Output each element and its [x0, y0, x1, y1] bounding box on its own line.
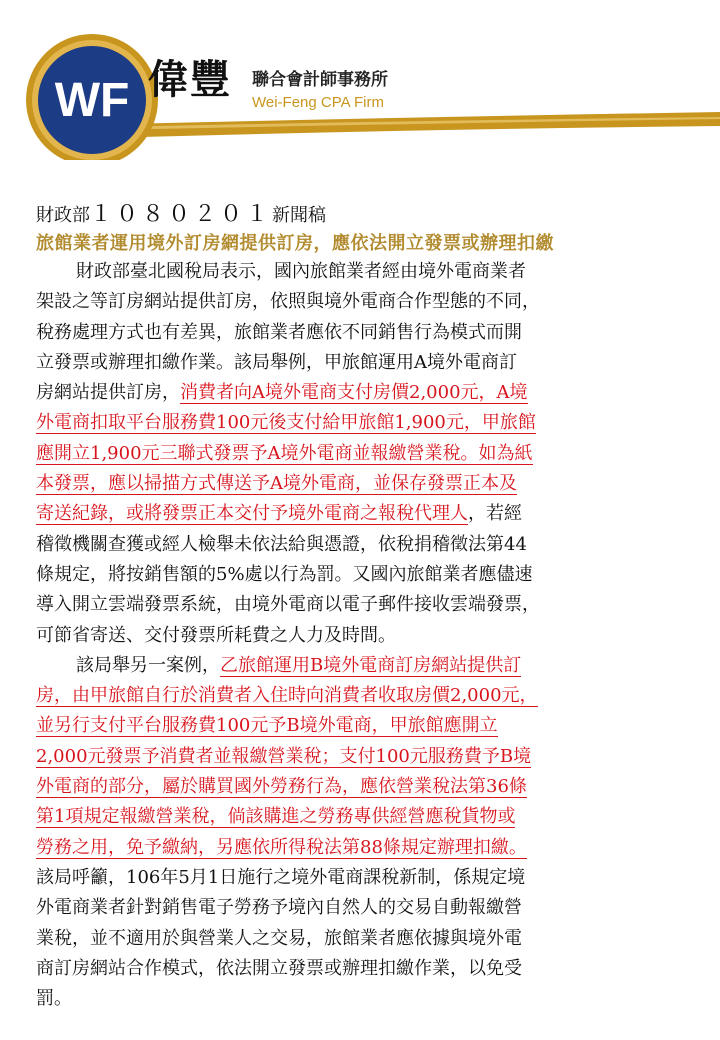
body-line — [36, 833, 692, 863]
body-line — [36, 651, 692, 681]
body-text: 導入開立雲端發票系統，由境外電商以電子郵件接收雲端發票， — [36, 594, 540, 616]
body-line — [36, 318, 692, 348]
body-text: ，若經 — [468, 503, 522, 525]
highlighted-text: 房，由甲旅館自行於消費者入住時向消費者收取房價2,000元， — [36, 685, 538, 707]
body-line — [36, 348, 692, 378]
body-text: 商訂房網站合作模式，依法開立發票或辦理扣繳作業，以免受 — [36, 957, 522, 979]
highlighted-text: 應開立1,900元三聯式發票予A境外電商並報繳營業稅。如為紙 — [36, 442, 533, 464]
press-release — [36, 202, 692, 1014]
body-line — [36, 378, 692, 408]
headline: 旅館業者運用境外訂房網提供訂房，應依法開立發票或辦理扣繳 — [36, 233, 554, 254]
body-line — [36, 772, 692, 802]
body-line — [36, 802, 692, 832]
body-text: 業稅，並不適用於與營業人之交易，旅館業者應依據與境外電 — [36, 927, 522, 949]
highlighted-text: 寄送紀錄，或將發票正本交付予境外電商之報稅代理人 — [36, 503, 468, 525]
body-text: 財政部臺北國稅局表示，國內旅館業者經由境外電商業者 — [76, 261, 526, 282]
body-line — [36, 681, 692, 711]
firm-name-cn: 偉豐 — [148, 57, 232, 103]
highlighted-text: 2,000元發票予消費者並報繳營業稅；支付100元服務費予B境 — [36, 745, 532, 767]
release-date: １０８０２０１ — [90, 202, 273, 227]
body-text: 罰。 — [36, 988, 72, 1010]
body-line — [36, 408, 692, 438]
article-body — [36, 257, 692, 1014]
body-text: 稽徵機關查獲或經人檢舉未依法給與憑證，依稅捐稽徵法第44 — [36, 533, 527, 555]
body-text: 房網站提供訂房， — [36, 382, 180, 404]
body-line — [36, 257, 692, 287]
highlighted-text: 外電商的部分，屬於購買國外勞務行為，應依營業稅法第36條 — [36, 776, 527, 798]
release-line — [36, 202, 692, 228]
body-text: 可節省寄送、交付發票所耗費之人力及時間。 — [36, 624, 396, 646]
body-line — [36, 954, 692, 984]
body-text: 架設之等訂房網站提供訂房，依照與境外電商合作型態的不同， — [36, 291, 540, 313]
highlighted-text: 並另行支付平台服務費100元予B境外電商，甲旅館應開立 — [36, 715, 498, 737]
firm-subtitle-cn: 聯合會計師事務所 — [252, 70, 388, 90]
body-line — [36, 621, 692, 651]
body-text: 稅務處理方式也有差異，旅館業者應依不同銷售行為模式而開 — [36, 321, 522, 343]
body-line — [36, 711, 692, 741]
body-text: 該局呼籲，106年5月1日施行之境外電商課稅新制，係規定境 — [36, 866, 526, 888]
body-line — [36, 287, 692, 317]
letterhead — [0, 0, 720, 160]
body-line — [36, 924, 692, 954]
highlighted-text: 乙旅館運用B境外電商訂房網站提供訂 — [220, 654, 522, 676]
body-line — [36, 439, 692, 469]
body-line — [36, 863, 692, 893]
body-line — [36, 560, 692, 590]
logo-letters: WF — [54, 74, 130, 127]
highlighted-text: 外電商扣取平台服務費100元後支付給甲旅館1,900元，甲旅館 — [36, 412, 536, 434]
body-line — [36, 893, 692, 923]
highlighted-text: 勞務之用，免予繳納，另應依所得稅法第88條規定辦理扣繳。 — [36, 836, 527, 858]
body-line — [36, 742, 692, 772]
body-line — [36, 530, 692, 560]
body-text: 外電商業者針對銷售電子勞務予境內自然人的交易自動報繳營 — [36, 897, 522, 919]
highlighted-text: 第1項規定報繳營業稅，倘該購進之勞務專供經營應稅貨物或 — [36, 806, 516, 828]
body-line — [36, 499, 692, 529]
body-text: 立發票或辦理扣繳作業。該局舉例，甲旅館運用A境外電商訂 — [36, 351, 517, 373]
body-line — [36, 469, 692, 499]
body-line — [36, 984, 692, 1014]
firm-name-en: Wei-Feng CPA Firm — [252, 94, 384, 111]
body-line — [36, 590, 692, 620]
highlighted-text: 消費者向A境外電商支付房價2,000元，A境 — [180, 382, 528, 404]
release-suffix: 新聞稿 — [272, 205, 327, 226]
body-text: 條規定，將按銷售額的5%處以行為罰。又國內旅館業者應儘速 — [36, 563, 533, 585]
release-prefix: 財政部 — [36, 205, 90, 226]
body-text: 該局舉另一案例， — [76, 654, 220, 676]
highlighted-text: 本發票，應以掃描方式傳送予A境外電商，並保存發票正本及 — [36, 473, 517, 495]
